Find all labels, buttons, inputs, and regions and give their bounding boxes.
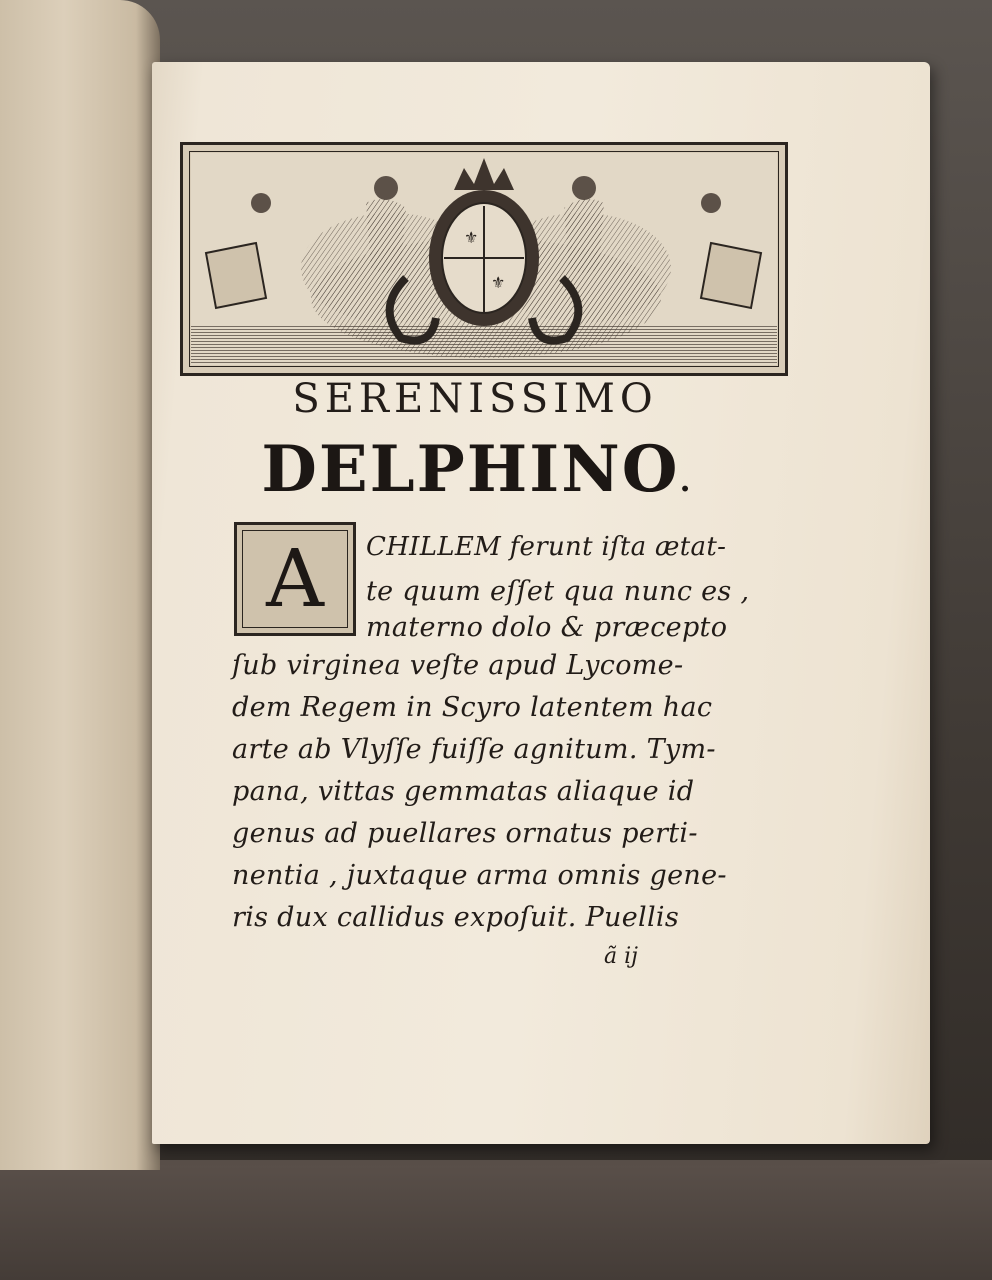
dedication-title-period: . [679,461,693,499]
body-line-9: nentia , juxtaque arma omnis gene- [232,860,727,891]
drop-cap-letter: A [266,532,324,625]
dedication-title-line1: SERENISSIMO [292,376,658,422]
body-line-8: genus ad puellares ornatus perti- [232,818,698,849]
body-line-5: dem Regem in Scyro latentem hac [232,692,713,723]
body-line-3: materno dolo & præcepto [366,612,728,643]
body-line-2: te quum eſſet qua nunc es , [366,576,750,607]
body-line-4: ſub virginea veſte apud Lycome- [232,650,684,681]
dedication-title-line2 [222,432,732,507]
table-surface [0,1160,992,1280]
svg-text:⚜: ⚜ [491,273,506,292]
body-line-6: arte ab Vlyſſe fuiſſe agnitum. Tym- [232,734,716,765]
ornamental-drop-cap [234,522,356,636]
headpiece-engraving-image [186,148,782,370]
dedication-title-main: DELPHINO [261,432,680,507]
body-line-1: CHILLEM ferunt iſta ætat- [366,532,727,562]
body-line-7: pana, vittas gemmatas aliaque id [232,776,695,807]
engraved-headpiece [180,142,788,376]
body-line-10: ris dux callidus expoſuit. Puellis [232,902,679,933]
signature-mark: ã ij [604,944,638,969]
left-page-bleedthrough [0,0,150,1150]
left-page [0,0,160,1170]
svg-text:⚜: ⚜ [464,228,479,247]
